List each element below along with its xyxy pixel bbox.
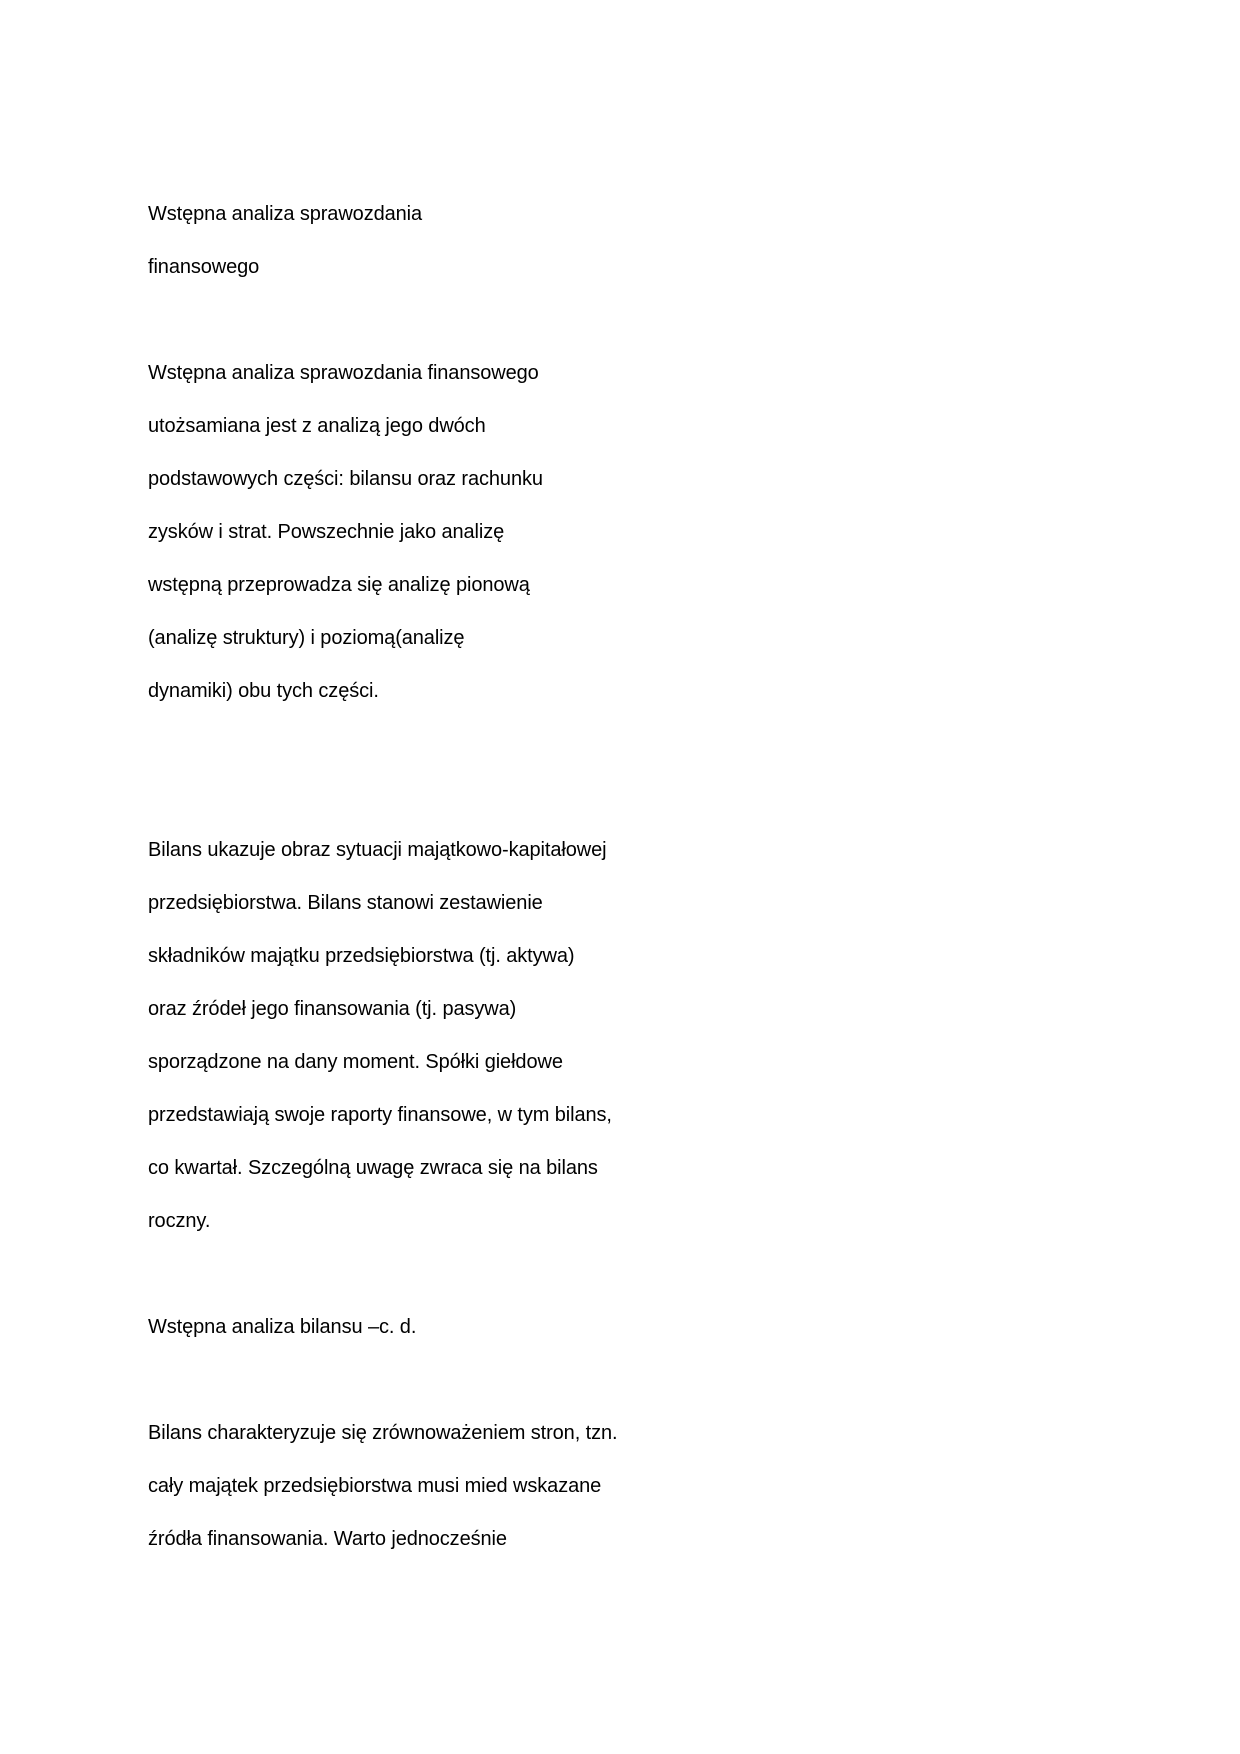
paragraph-2-line-3: składników majątku przedsiębiorstwa (tj. aktywa) [148, 945, 575, 967]
paragraph-2-line-4: oraz źródeł jego finansowania (tj. pasywa) [148, 998, 517, 1020]
paragraph-1-line-2: utożsamiana jest z analizą jego dwóch [148, 415, 486, 437]
paragraph-3-line-2: cały majątek przedsiębiorstwa musi mied wskazane [148, 1475, 602, 1497]
paragraph-2-line-8: roczny. [148, 1210, 211, 1232]
paragraph-2-line-7: co kwartał. Szczególną uwagę zwraca się na bilans [148, 1157, 598, 1179]
paragraph-1-line-5: wstępną przeprowadza się analizę pionową [148, 574, 530, 596]
paragraph-2-line-5: sporządzone na dany moment. Spółki giełdowe [148, 1051, 563, 1073]
paragraph-1-line-1: Wstępna analiza sprawozdania finansowego [148, 362, 539, 384]
paragraph-3-line-1: Bilans charakteryzuje się zrównoważeniem stron, tzn. [148, 1422, 618, 1444]
paragraph-2-line-6: przedstawiają swoje raporty finansowe, w tym bilans, [148, 1104, 612, 1126]
paragraph-2-line-1: Bilans ukazuje obraz sytuacji majątkowo-kapitałowej [148, 839, 607, 861]
paragraph-1-line-6: (analizę struktury) i poziomą(analizę [148, 627, 465, 649]
section-heading: Wstępna analiza bilansu –c. d. [148, 1316, 417, 1338]
heading-line-1: Wstępna analiza sprawozdania [148, 203, 423, 225]
paragraph-2-line-2: przedsiębiorstwa. Bilans stanowi zestawienie [148, 892, 543, 914]
paragraph-1-line-3: podstawowych części: bilansu oraz rachunku [148, 468, 543, 490]
paragraph-1-line-4: zysków i strat. Powszechnie jako analizę [148, 521, 505, 543]
paragraph-3-line-3: źródła finansowania. Warto jednocześnie [148, 1528, 507, 1550]
heading-line-2: finansowego [148, 256, 260, 278]
paragraph-1-line-7: dynamiki) obu tych części. [148, 680, 379, 702]
